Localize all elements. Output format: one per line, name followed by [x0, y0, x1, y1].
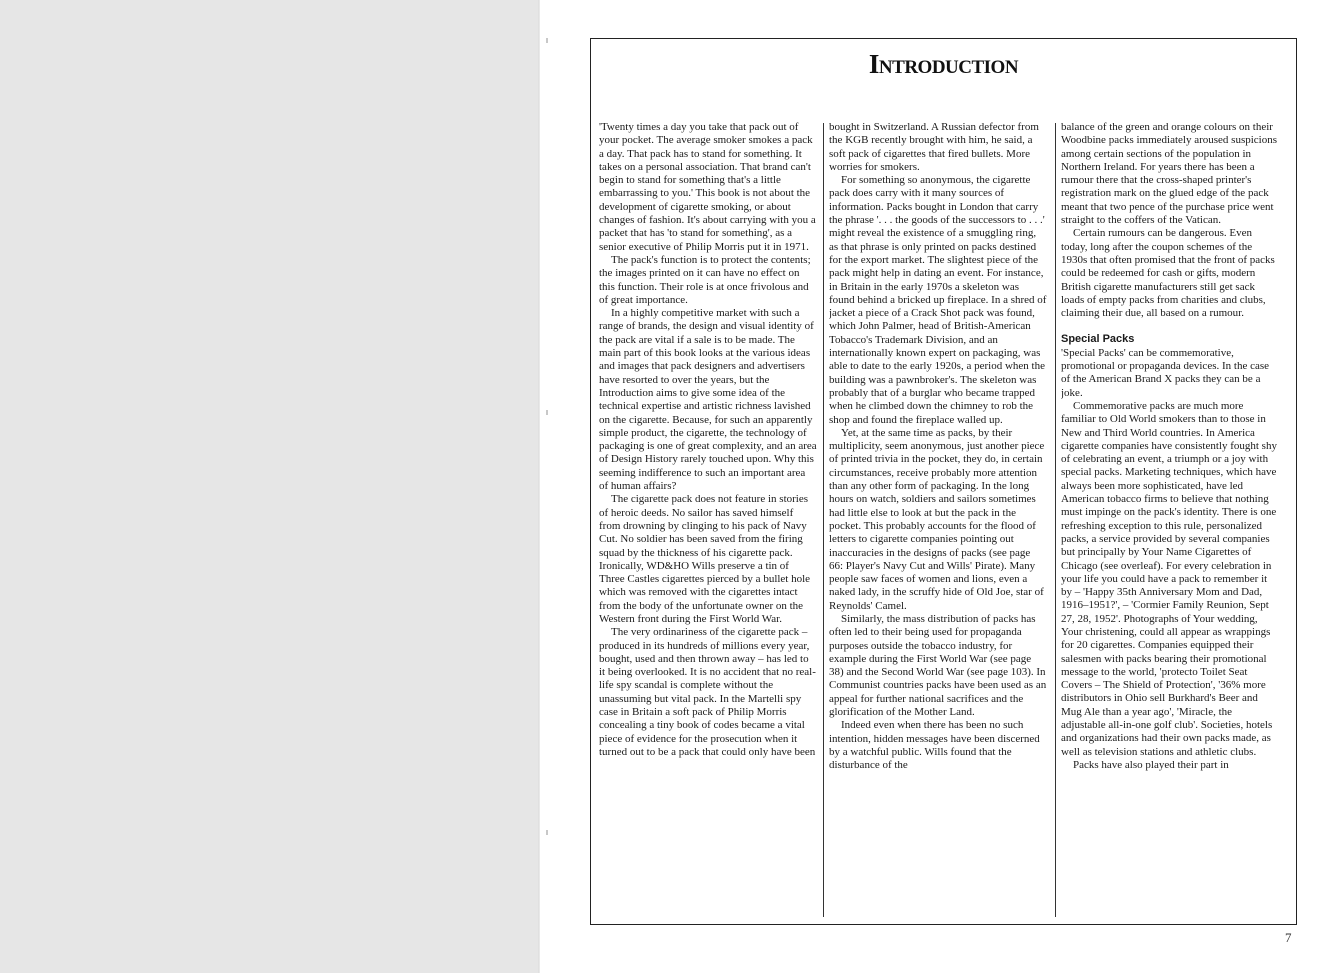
paragraph: The pack's function is to protect the contents; the images printed on it can have no effect on this function. Their role is at once frivolous and of great importance. — [599, 253, 811, 306]
text-column-1 — [599, 121, 817, 919]
paragraph: In a highly competitive market with such a range of brands, the design and visual identity of the pack are vital if a sale is to be made. The main part of this book looks at the various ideas and images that pack designers and advertisers have resorted to over the years, but the Introduction aims to give some idea of the technical expertise and artistic richness lavished on the cigarette. Because, for such an apparently simple product, the cigarette, the technology of packaging is one of great complexity, and an area of Design History rarely touched upon. Why this seeming indifference to such an important area of human affairs? — [599, 307, 817, 493]
page-number: 7 — [1285, 930, 1292, 945]
paragraph: balance of the green and orange colours on their Woodbine packs immediately aroused suspicions among certain sections of the population in Northern Ireland. For years there has been a rumour there that the cross-shaped printer's registration mark on the glued edge of the pack meant that two pence of the purchase price went straight to the coffers of the Vatican. — [1061, 121, 1278, 227]
paragraph: Certain rumours can be dangerous. Even today, long after the coupon schemes of the 1930s that often promised that the front of packs could be redeemed for cash or gifts, modern British cigarette manufacturers still get sack loads of empty packs from charities and clubs, claiming their due, all based on a rumour. — [1061, 227, 1275, 320]
paragraph: Packs have also played their part in — [1073, 758, 1229, 771]
paragraph: The very ordinariness of the cigarette pack – produced in its hundreds of millions every year, bought, used and then thrown away – has led to it being overlooked. It is no accident that no real-life spy scandal is complete without the unassuming but vital pack. In the Martelli spy case in Britain a soft pack of Philip Morris concealing a tiny book of codes became a vital piece of evidence for the prosecution when it turned out to be a pack that could only have been — [599, 626, 816, 758]
paragraph: bought in Switzerland. A Russian defector from the KGB recently brought with him, he said, a soft pack of cigarettes that fired bullets. More worries for smokers. — [829, 121, 1039, 173]
book-page — [540, 0, 1327, 973]
scan-mark — [546, 830, 548, 835]
paragraph: Commemorative packs are much more familiar to Old World smokers than to those in New and Third World countries. In America cigarette companies have consistently fought shy of celebrating an event, a triumph or a joy with special packs. Marketing techniques, which have always been more sophisticated, have led American tobacco firms to believe that nothing must impinge on the pack's identity. There is one refreshing exception to this rule, personalized packs, a service provided by several companies but principally by Your Name Cigarettes of Chicago (see overleaf). For every celebration in your life you could have a pack to remember it by – 'Happy 35th Anniversary Mom and Dad, 1916–1951?', – 'Cormier Family Reunion, Sept 27, 28, 1952'. Photographs of Your wedding, Your christening, could all appear as wrappings for 20 cigarettes. Companies equipped their salesmen with packs bearing their promotional message to the world, 'protecto Toilet Seat Covers – The Shield of Protection', '36% more distributors in Ohio sell Burkhard's Beer and Mug Ale than a year ago', 'Miracle, the adjustable all-in-one golf club'. Societies, hotels and organizations had their own packs made, as well as television stations and athletic clubs. — [1061, 399, 1277, 758]
paragraph: 'Special Packs' can be commemorative, promotional or propaganda devices. In the case of the American Brand X packs they can be a joke. — [1061, 346, 1270, 399]
paragraph: For something so anonymous, the cigarette pack does carry with it many sources of information. Packs bought in London that carry the phrase '. . . the goods of the successors to . . .' might reveal the existence of a smuggling ring, as that phrase is only printed on packs destined for the export market. The slightest piece of the pack might help in dating an event. For instance, in Britain in the early 1970s a skeleton was found behind a bricked up fireplace. In a shred of jacket a piece of a Crack Shot pack was found, which John Palmer, head of British-American Tobacco's Trademark Division, and an internationally known expert on packaging, was able to date to the early 1920s, a period when the building was a pawnbroker's. The skeleton was probably that of a burglar who became trapped when he climbed down the chimney to rob the shop and found the fireplace walled up. — [829, 174, 1047, 426]
scan-mark — [546, 38, 548, 43]
text-column-2 — [829, 121, 1047, 919]
column-divider — [823, 123, 824, 917]
page-frame — [590, 38, 1297, 925]
paragraph: Similarly, the mass distribution of packs has often led to their being used for propaganda purposes outside the tobacco industry, for example during the First World War (see page 38) and the Second World War (see page 103). In Communist countries packs have been used as an appeal for further national sacrifices and the glorification of the Mother Land. — [829, 612, 1047, 719]
section-heading: Special Packs — [1061, 333, 1135, 346]
paragraph: The cigarette pack does not feature in stories of heroic deeds. No sailor has saved himself from drowning by clinging to his pack of Navy Cut. No soldier has been saved from the firing squad by the thickness of his cigarette pack. Ironically, WD&HO Wills preserve a tin of Three Castles cigarettes pierced by a bullet hole which was removed with the cigarettes intact from the body of the unfortunate owner on the Western front during the First World War. — [599, 493, 811, 625]
text-column-3 — [1061, 121, 1279, 919]
paragraph: 'Twenty times a day you take that pack out of your pocket. The average smoker smokes a pack a day. That pack has to stand for something. It takes on a personal association. That brand can't begin to stand for something that's a little embarrassing to you.' This book is not about the development of cigarette smoking, or about changes of fashion. It's about carrying with you a packet that has 'to stand for something', as a senior executive of Philip Morris put it in 1971. — [599, 121, 816, 253]
facing-page-margin — [0, 0, 540, 973]
paragraph: Yet, at the same time as packs, by their multiplicity, seem anonymous, just another piece of printed trivia in the pocket, they do, in certain circumstances, receive probably more attention than any other form of packaging. In the long hours on watch, soldiers and sailors sometimes had little else to look at but the pack in the pocket. This probably accounts for the flood of letters to cigarette companies pointing out inaccuracies in the designs of packs (see page 66: Player's Navy Cut and Wills' Pirate). Many people saw faces of women and lions, even a naked lady, in the scruffy hide of Old Joe, star of Reynolds' Camel. — [829, 426, 1045, 612]
scan-mark — [546, 410, 548, 415]
paragraph: Indeed even when there has been no such intention, hidden messages have been discerned by a watchful public. Wills found that the disturbance of the — [829, 719, 1040, 772]
column-divider — [1055, 123, 1056, 917]
page-title: Introduction — [868, 49, 1019, 79]
